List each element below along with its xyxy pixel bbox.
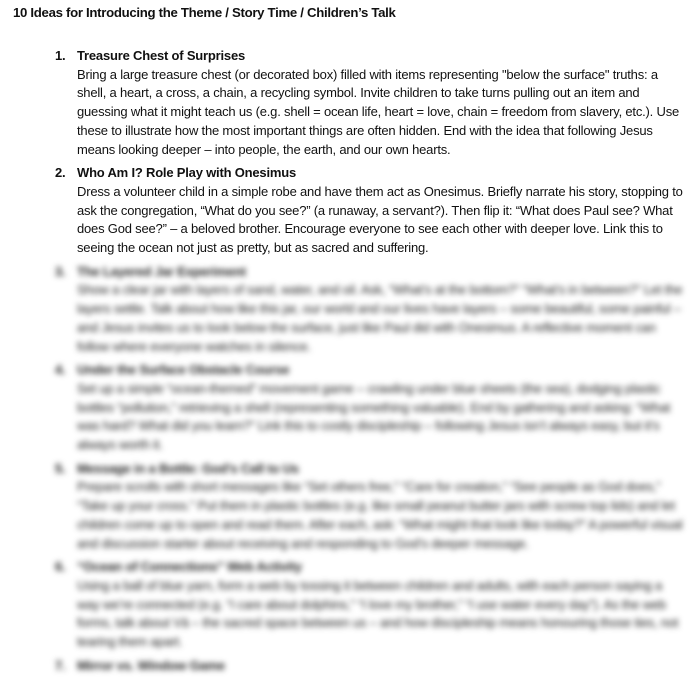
idea-item-6 [0,558,700,652]
idea-heading: The Layered Jar Experiment [77,263,246,279]
idea-body: Dress a volunteer child in a simple robe and have them act as Onesimus. Briefly narrate his story, stopping to ask the congregation, “What do you see?” (a runaway, a servant?). Then flip it: “What does Paul see? What does God see?” – a beloved brother. Encourage everyone to see each other with deeper love. Link this to seeing the ocean not just as pretty, but as sacred and suffering. [77,183,683,256]
idea-item-3 [0,263,700,357]
idea-number: 6. [55,559,66,575]
idea-body: Bring a large treasure chest (or decorated box) filled with items representing "below the surface" truths: a shell, a heart, a cross, a chain, a recycling symbol. Invite children to take turns pulling out an item and guessing what it might teach us (e.g. shell = ocean life, heart = love, chain = freedom from slavery, etc.). Use these to illustrate how the most important things are often hidden. End with the idea that following Jesus means looking deeper – into people, the earth, and our own hearts. [77,66,680,157]
idea-heading: Treasure Chest of Surprises [77,48,245,63]
idea-item-1 [0,47,700,159]
idea-number: 2. [55,165,66,181]
idea-item-4 [0,361,700,455]
idea-body: Show a clear jar with layers of sand, water, and oil. Ask, “What’s at the bottom?” “What’s in between?” Let the layers settle. Talk about how like this jar, our world and our lives have layers – some beautiful, some painful – and Jesus invites us to look below the surface, just like Paul did with Onesimus. A reflective moment can follow where everyone watches in silence. [77,282,683,354]
ideas-list [0,47,700,681]
idea-number: 1. [55,48,66,63]
idea-number: 5. [55,460,66,476]
idea-heading: “Ocean of Connections” Web Activity [77,559,302,575]
idea-heading: Who Am I? Role Play with Onesimus [77,165,297,181]
idea-heading: Mirror vs. Window Game [77,657,225,673]
idea-item-5 [0,460,700,554]
idea-body: Prepare scrolls with short messages like “Set others free,” “Care for creation,” “See people as God does,” “Take up your cross.” Put them in plastic bottles (e.g. like small peanut butter jars with screw top lids) and let children come up to open and read them. After each, ask: “What might that look like today?” A powerful visual and discussion starter about receiving and responding to God’s deeper message. [77,479,683,551]
idea-body: Set up a simple “ocean-themed” movement game – crawling under blue sheets (the sea), dodging plastic bottles “pollution,” retrieving a shell (representing something valuable). End by gathering and asking: “What was hard? What did you learn?” Link this to costly discipleship – following Jesus isn’t always easy, but it’s always worth it. [77,380,671,453]
idea-item-2 [0,164,700,258]
idea-item-7 [0,657,700,676]
idea-heading: Under the Surface Obstacle Course [77,362,290,378]
idea-heading: Message in a Bottle: God’s Call to Us [77,460,299,476]
idea-number: 7. [55,657,66,673]
blurred-section [0,263,700,676]
document-title: 10 Ideas for Introducing the Theme / Story Time / Children’s Talk [13,5,396,20]
idea-number: 3. [55,263,66,279]
idea-body: Using a ball of blue yarn, form a web by tossing it between children and adults, with each person saying a way we’re connected (e.g. “I care about dolphins,” “I love my brother,” “I use water every day”). As the web forms, talk about Vā – the sacred space between us – and how discipleship means honouring those ties, not tearing them apart. [77,577,679,650]
idea-number: 4. [55,362,66,378]
